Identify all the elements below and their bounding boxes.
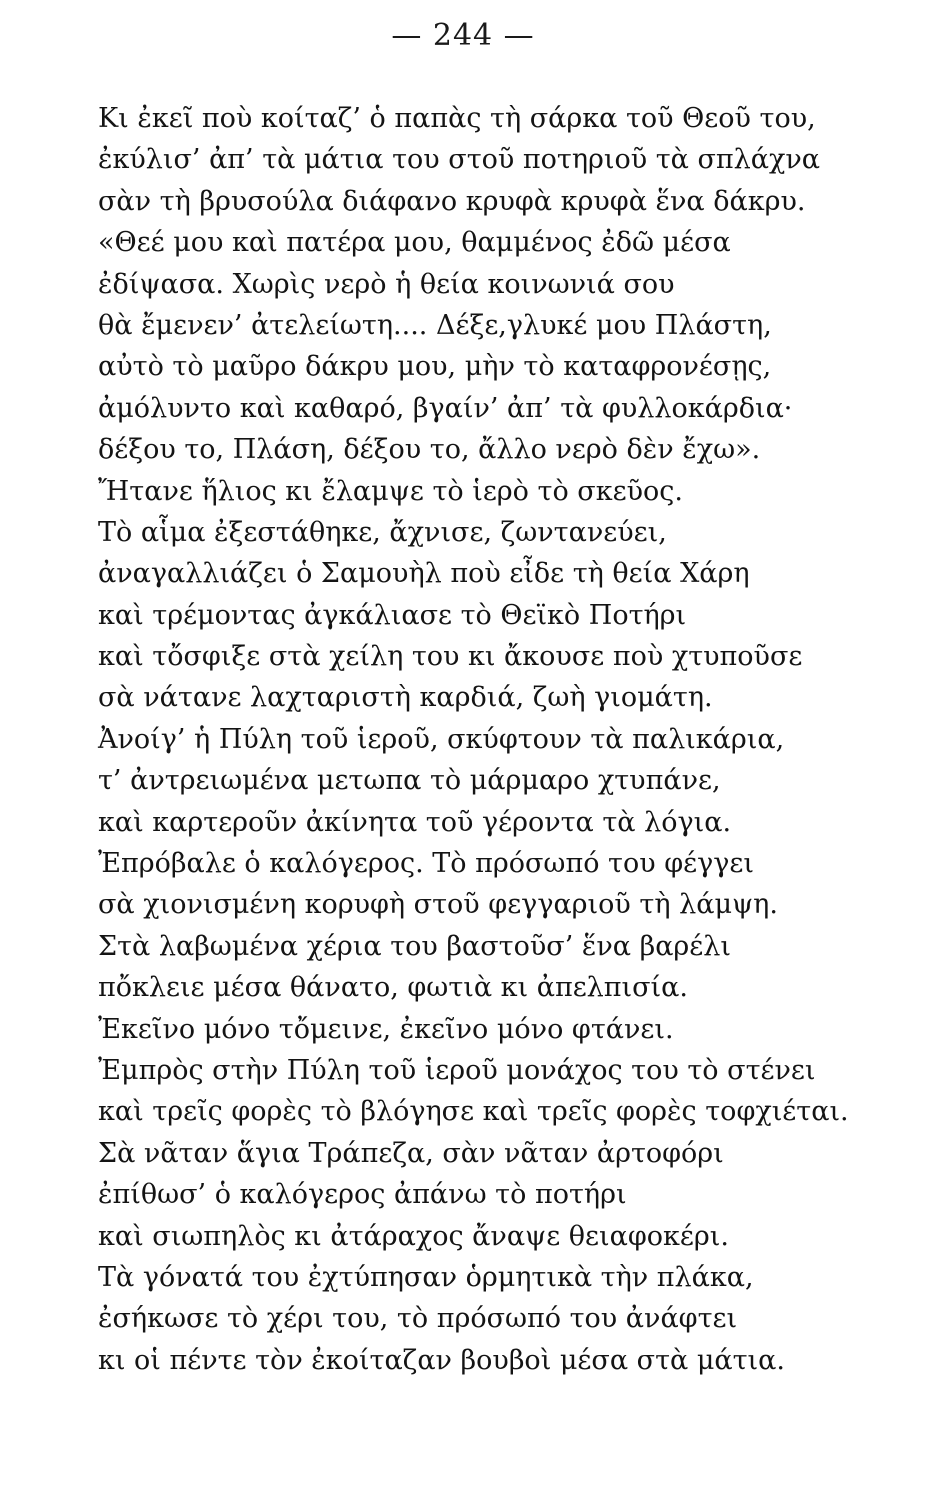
verse-line: ἐπίθωσ’ ὁ καλόγερος ἀπάνω τὸ ποτήρι (98, 1179, 627, 1211)
poem-text (98, 98, 888, 1381)
verse-line: Ἀνοίγ’ ἡ Πύλη τοῦ ἱεροῦ, σκύφτουν τὰ παλικάρια, (98, 723, 785, 755)
verse-line: δέξου το, Πλάση, δέξου το, ἄλλο νερὸ δὲν ἔχω». (98, 434, 761, 466)
verse-line: Κι ἐκεῖ ποὺ κοίταζ’ ὁ παπὰς τὴ σάρκα τοῦ Θεοῦ του, (98, 103, 816, 134)
verse-line: Ἐπρόβαλε ὁ καλόγερος. Τὸ πρόσωπό του φέγγει (98, 848, 754, 880)
verse-line: καὶ τρεῖς φορὲς τὸ βλόγησε καὶ τρεῖς φορὲς τοφχιέται. (98, 1096, 849, 1128)
verse-line: Σὰ νᾶταν ἅγια Τράπεζα, σὰν νᾶταν ἀρτοφόρι (98, 1137, 724, 1169)
verse-line: καὶ τρέμοντας ἀγκάλιασε τὸ Θεϊκὸ Ποτήρι (98, 599, 687, 631)
verse-line: «Θεέ μου καὶ πατέρα μου, θαμμένος ἐδῶ μέσα (98, 227, 731, 259)
verse-line: ἐκύλισ’ ἀπ’ τὰ μάτια του στοῦ ποτηριοῦ τὰ σπλάχνα (98, 144, 820, 176)
verse-line: ἀναγαλλιάζει ὁ Σαμουὴλ ποὺ εἶδε τὴ θεία Χάρη (98, 558, 750, 590)
verse-line: καὶ σιωπηλὸς κι ἀτάραχος ἄναψε θειαφοκέρι. (98, 1220, 729, 1252)
verse-line: πὄκλειε μέσα θάνατο, φωτιὰ κι ἀπελπισία. (98, 972, 688, 1004)
verse-line: ἀμόλυντο καὶ καθαρό, βγαίν’ ἀπ’ τὰ φυλλοκάρδια· (98, 392, 793, 424)
verse-line: τ’ ἀντρειωμένα μετωπα τὸ μάρμαρο χτυπάνε, (98, 765, 721, 797)
verse-line: σὰ χιονισμένη κορυφὴ στοῦ φεγγαριοῦ τὴ λάμψη. (98, 889, 778, 921)
verse-line: αὐτὸ τὸ μαῦρο δάκρυ μου, μὴν τὸ καταφρονέσῃς, (98, 351, 772, 383)
verse-line: ἐσήκωσε τὸ χέρι του, τὸ πρόσωπό του ἀνάφτει (98, 1303, 738, 1335)
verse-line: Τὸ αἷμα ἐξεστάθηκε, ἄχνισε, ζωντανεύει, (98, 516, 667, 548)
verse-line: Ἐμπρὸς στὴν Πύλη τοῦ ἱεροῦ μονάχος του τὸ στένει (98, 1054, 816, 1086)
verse-line: σὰ νάτανε λαχταριστὴ καρδιά, ζωὴ γιομάτη. (98, 682, 713, 714)
verse-line: Τὰ γόνατά του ἐχτύπησαν ὁρμητικὰ τὴν πλάκα, (98, 1261, 754, 1293)
verse-line: Στὰ λαβωμένα χέρια του βαστοῦσ’ ἕνα βαρέλι (98, 930, 731, 962)
verse-line: Ἐκεῖνο μόνο τὄμεινε, ἐκεῖνο μόνο φτάνει. (98, 1013, 674, 1045)
verse-line: καὶ τὄσφιξε στὰ χείλη του κι ἄκουσε ποὺ χτυποῦσε (98, 641, 803, 673)
verse-line: θὰ ἔμενεν’ ἀτελείωτη.... Δέξε,γλυκέ μου Πλάστη, (98, 309, 772, 341)
verse-line: ἐδίψασα. Χωρὶς νερὸ ἡ θεία κοινωνιά σου (98, 268, 675, 300)
verse-line: Ἤτανε ἥλιος κι ἔλαμψε τὸ ἱερὸ τὸ σκεῦος. (98, 475, 683, 507)
page-number: — 244 — (391, 18, 535, 53)
verse-line: σὰν τὴ βρυσούλα διάφανο κρυφὰ κρυφὰ ἕνα δάκρυ. (98, 185, 806, 217)
verse-line: καὶ καρτεροῦν ἀκίνητα τοῦ γέροντα τὰ λόγια. (98, 806, 732, 838)
verse-line: κι οἱ πέντε τὸν ἐκοίταζαν βουβοὶ μέσα στὰ μάτια. (98, 1344, 785, 1376)
